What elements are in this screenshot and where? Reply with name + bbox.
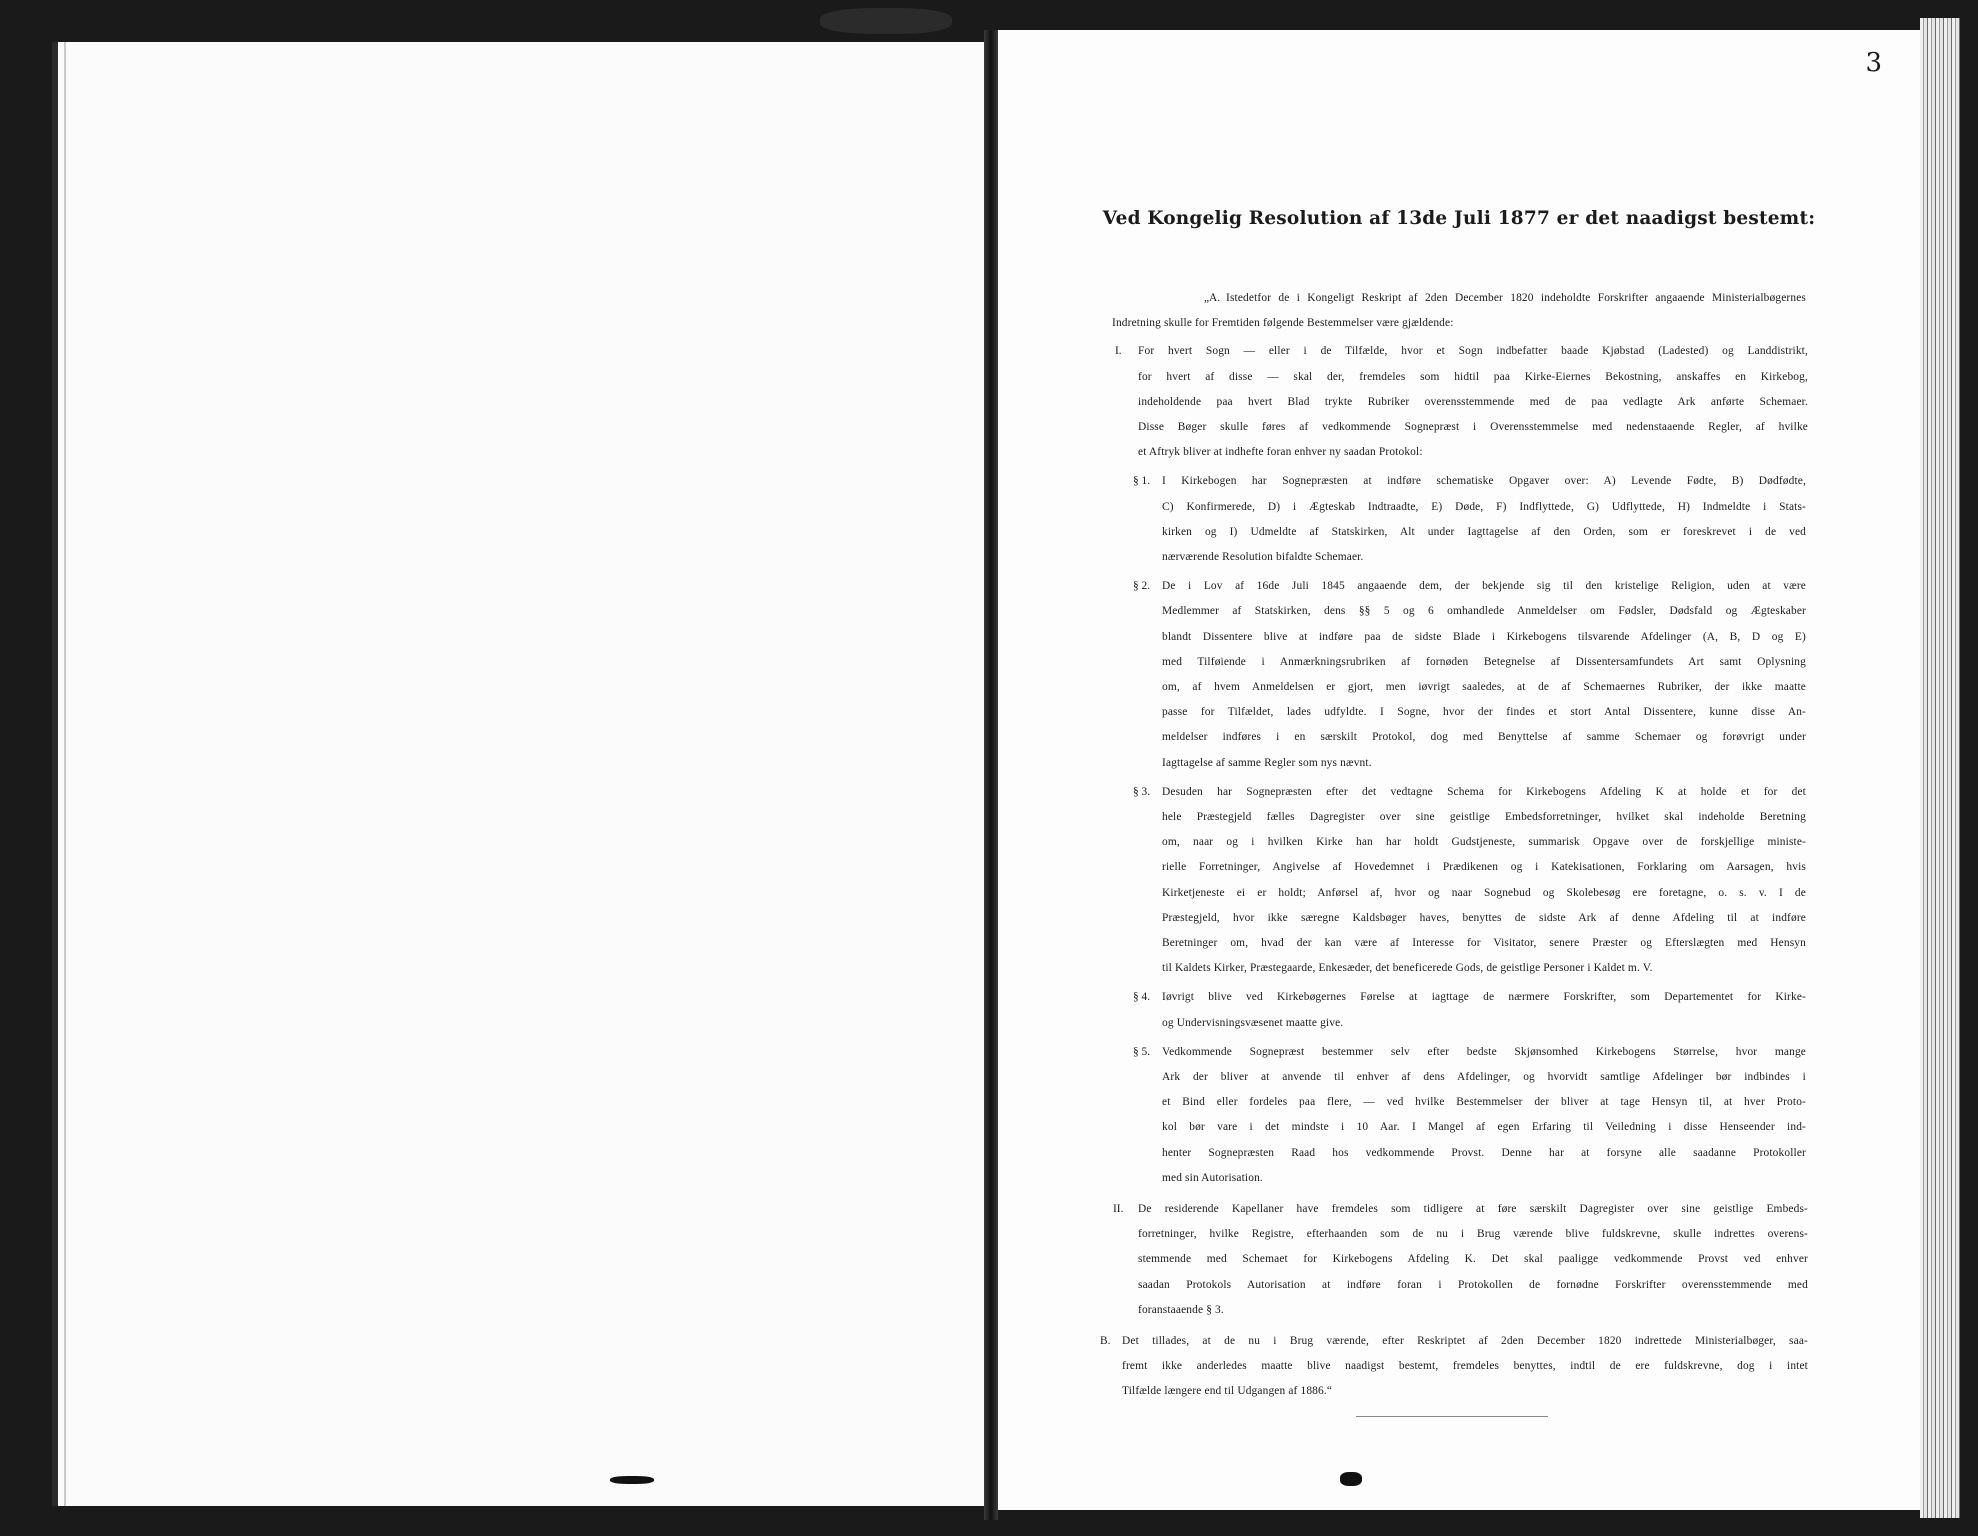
paragraph-1-line: kirken og I) Udmeldte af Statskirken, Alt under Iagttagelse af den Orden, som er foreskrevet i de ved	[1162, 525, 1806, 538]
paragraph-2-line: passe for Tilfældet, lades udfyldte. I Sogne, hvor der findes et stort Antal Dissentere, kunne disse An-	[1162, 706, 1806, 719]
paragraph-2-line: om, af hvem Anmeldelsen er gjort, men iøvrigt saaledes, at de af Schemaernes Rubriker, der ikke maatte	[1162, 681, 1806, 693]
section-a-marker: „A.	[1204, 292, 1221, 304]
item-i-line: For hvert Sogn — eller i de Tilfælde, hvor et Sogn indbefatter baade Kjøbstad (Ladested) og Landdistrikt,	[1138, 345, 1808, 358]
paragraph-3-line: hele Præstegjeld fælles Dagregister over sine geistlige Embedsforretninger, hvilket skal indeholde Beretning	[1162, 811, 1806, 823]
paragraph-1-line: nærværende Resolution bifaldte Schemaer.	[1162, 551, 1364, 563]
paragraph-1-line: I Kirkebogen har Sognepræsten at indføre schematiske Opgaver over: A) Levende Fødte, B) Dødfødte,	[1162, 475, 1806, 488]
paragraph-1-line: C) Konfirmerede, D) i Ægteskab Indtraadte, E) Døde, F) Indflyttede, G) Udflyttede, H) Indmeldte i Stats-	[1162, 500, 1806, 513]
paragraph-3-line: Beretninger om, hvad der kan være af Interesse for Visitator, senere Præster og Efterslægten med Hensyn	[1162, 937, 1806, 949]
paragraph-3-line: rielle Forretninger, Angivelse af Hovedemnet i Prædikenen og i Katekisationen, Forklaring om Aarsagen, hvis	[1162, 861, 1806, 874]
item-i-line: Disse Bøger skulle føres af vedkommende Sognepræst i Overensstemmelse med nedenstaaende Regler, af hvilke	[1138, 421, 1808, 433]
paragraph-2-line: Iagttagelse af samme Regler som nys nævnt.	[1162, 756, 1372, 769]
paragraph-2-line: Medlemmer af Statskirken, dens §§ 5 og 6 omhandlede Anmeldelser om Fødsler, Dødsfald og Ægteskaber	[1162, 605, 1806, 618]
paragraph-2-line: De i Lov af 16de Juli 1845 angaaende dem, der bekjende sig til den kristelige Religion, uden at være	[1162, 580, 1806, 593]
paragraph-2-line: meldelser indføres i en særskilt Protokol, dog med Benyttelse af samme Schemaer og forøvrigt under	[1162, 731, 1806, 744]
decree-title: Ved Kongelig Resolution af 13de Juli 1877 er det naadigst bestemt:	[1102, 208, 1816, 229]
item-i-marker: I.	[1115, 345, 1122, 358]
paragraph-2-marker: § 2.	[1133, 580, 1151, 593]
paragraph-3-line: Kirketjeneste ei er holdt; Anførsel af, hvor og naar Sognebud og Skolebesøg ere foretagne, o. s. v. I de	[1162, 886, 1806, 899]
paragraph-5-line: Vedkommende Sognepræst bestemmer selv efter bedste Skjønsomhed Kirkebogens Størrelse, hvor mange	[1162, 1045, 1806, 1058]
paragraph-3-line: til Kaldets Kirker, Præstegaarde, Enkesæder, det beneficerede Gods, de geistlige Personer i Kaldet m. V.	[1162, 962, 1653, 975]
paragraph-5-marker: § 5.	[1133, 1045, 1151, 1058]
paragraph-5-line: et Bind eller fordeles paa flere, — ved hvilke Bestemmelser der bliver at tage Hensyn til, at hver Proto-	[1162, 1096, 1806, 1109]
item-ii-line: foranstaaende § 3.	[1138, 1303, 1224, 1316]
binding-mark	[820, 8, 952, 34]
section-b-marker: B.	[1100, 1335, 1111, 1347]
paragraph-2-line: blandt Dissentere blive at indføre paa de sidste Blade i Kirkebogens tilsvarende Afdelinger (A, B, D og E)	[1162, 630, 1806, 643]
right-page	[998, 30, 1920, 1510]
paragraph-1-marker: § 1.	[1133, 475, 1151, 488]
paragraph-2-line: med Tilføiende i Anmærkningsrubriken af fornøden Betegnelse af Dissentersamfundets Art samt Oplysning	[1162, 655, 1806, 668]
binding-mark	[610, 1476, 654, 1484]
section-a-line: Istedetfor de i Kongeligt Reskript af 2den December 1820 indeholdte Forskrifter angaaende Ministerialbøgernes	[1226, 292, 1806, 304]
paragraph-5-line: med sin Autorisation.	[1162, 1171, 1263, 1184]
item-ii-line: stemmende med Schemaet for Kirkebogens Afdeling K. Det skal paaligge vedkommende Provst ved enhver	[1138, 1253, 1808, 1266]
page-edges	[1920, 18, 1960, 1518]
item-ii-line: saadan Protokols Autorisation at indføre foran i Protokollen de fornødne Forskrifter overensstemmende med	[1138, 1278, 1808, 1291]
paragraph-3-line: om, naar og i hvilken Kirke han har holdt Gudstjeneste, summarisk Opgave over de forskjellige ministe-	[1162, 836, 1806, 849]
paragraph-3-line: Præstegjeld, hvor ikke særegne Kaldsbøger haves, benyttes de sidste Ark af denne Afdeling til at indføre	[1162, 911, 1806, 924]
paragraph-5-line: henter Sognepræsten Raad hos vedkommende Provst. Denne har at forsyne alle saadanne Protokoller	[1162, 1146, 1806, 1159]
paragraph-4-line: og Undervisningsvæsenet maatte give.	[1162, 1016, 1344, 1029]
item-ii-line: forretninger, hvilke Registre, efterhaanden som de nu i Brug værende blive fuldskrevne, skulle indrettes overens-	[1138, 1228, 1808, 1241]
item-i-line: for hvert af disse — skal der, fremdeles som hidtil paa Kirke-Eiernes Bekostning, anskaffes en Kirkebog,	[1138, 370, 1808, 383]
left-page-blank	[52, 42, 990, 1506]
section-b-line: fremt ikke anderledes maatte blive naadigst bestemt, fremdeles benyttes, indtil de ere fuldskrevne, dog i intet	[1122, 1360, 1808, 1373]
paragraph-4-line: Iøvrigt blive ved Kirkebøgernes Førelse at iagttage de nærmere Forskrifter, som Departementet for Kirke-	[1162, 991, 1806, 1004]
paragraph-5-line: kol bør vare i det mindste i 10 Aar. I Mangel af egen Erfaring til Veiledning i disse Henseender ind-	[1162, 1121, 1806, 1134]
item-i-line: indeholdende paa hvert Blad trykte Rubriker overensstemmende med de paa vedlagte Ark anførte Schemaer.	[1138, 395, 1808, 408]
paragraph-3-line: Desuden har Sognepræsten efter det vedtagne Schema for Kirkebogens Afdeling K at holde et for det	[1162, 785, 1806, 798]
item-i-line: et Aftryk bliver at indhefte foran enhver ny saadan Protokol:	[1138, 446, 1423, 459]
section-b-line: Tilfælde længere end til Udgangen af 1886.“	[1122, 1385, 1333, 1398]
binding-mark	[1340, 1472, 1362, 1486]
page-number: 3	[1865, 48, 1882, 78]
paragraph-5-line: Ark der bliver at anvende til enhver af dens Afdelinger, og hvorvidt samtlige Afdelinger bør indbindes i	[1162, 1071, 1806, 1083]
item-ii-line: De residerende Kapellaner have fremdeles som tidligere at føre særskilt Dagregister over sine geistlige Embeds-	[1138, 1203, 1808, 1215]
bleed-through-title	[298, 422, 327, 521]
book-gutter	[984, 30, 998, 1520]
item-ii-marker: II.	[1113, 1203, 1124, 1215]
paragraph-3-marker: § 3.	[1133, 785, 1151, 798]
section-b-line: Det tillades, at de nu i Brug værende, efter Reskriptet af 2den December 1820 indrettede Ministerialbøger, saa-	[1122, 1335, 1808, 1347]
closing-rule	[1356, 1416, 1548, 1417]
paragraph-4-marker: § 4.	[1133, 991, 1151, 1004]
section-a-line: Indretning skulle for Fremtiden følgende Bestemmelser være gjældende:	[1112, 317, 1454, 330]
